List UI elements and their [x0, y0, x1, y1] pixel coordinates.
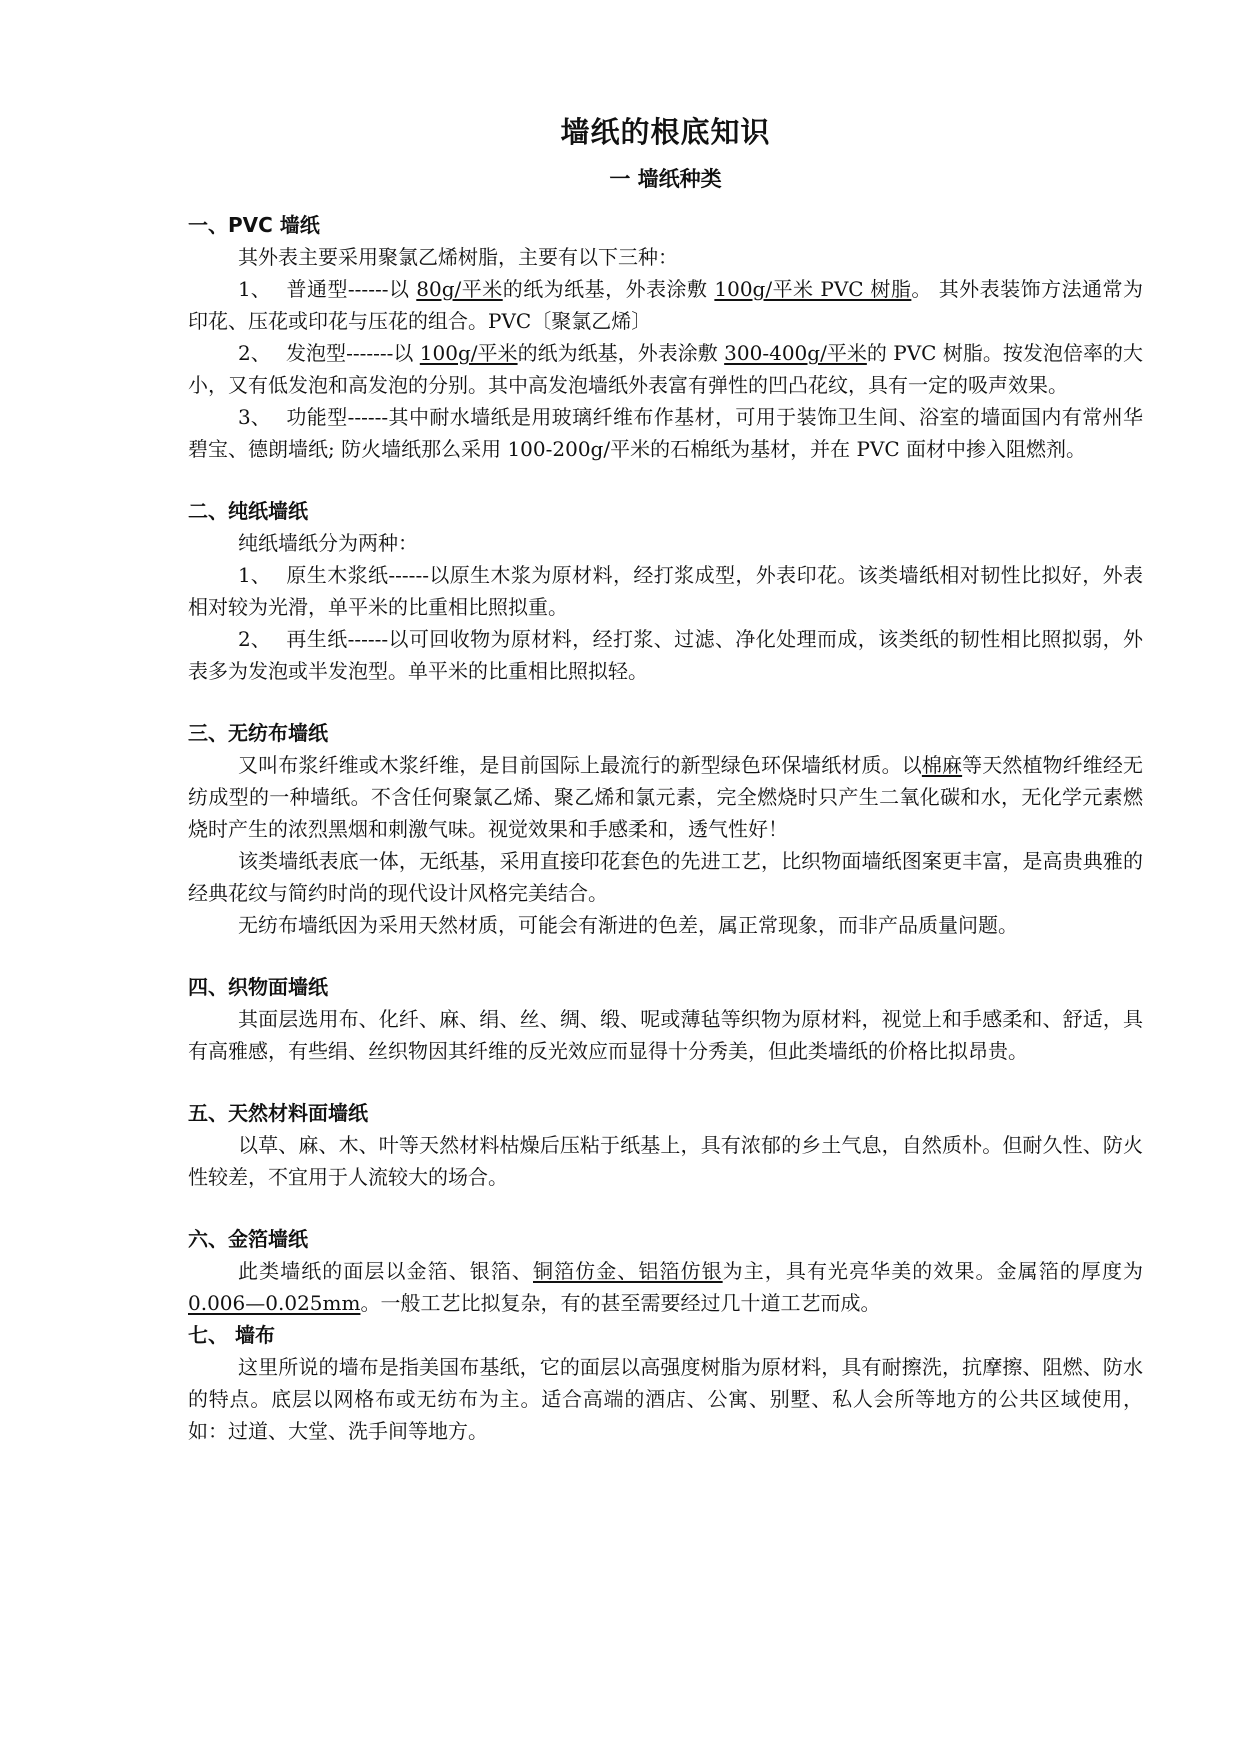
paragraph [188, 1351, 1143, 1447]
section-3 [188, 717, 1143, 941]
text-run: 该类墙纸表底一体，无纸基，采用直接印花套色的先进工艺，比织物面墙纸图案更丰富，是高贵典雅的经典花纹与简约时尚的现代设计风格完美结合。 [188, 849, 1143, 905]
section-heading: 五、天然材料面墙纸 [188, 1101, 368, 1125]
list-item-number: 2、 [238, 627, 271, 651]
underlined-text: 棉麻 [921, 753, 963, 777]
paragraph [188, 1129, 1143, 1193]
underlined-text: 80g/平米 [416, 277, 503, 301]
section-heading: 二、纯纸墙纸 [188, 499, 308, 523]
paragraph [188, 749, 1143, 845]
sections-container [188, 209, 1143, 1447]
list-item-number: 1、 [238, 563, 271, 587]
list-item-number: 2、 [238, 341, 271, 365]
list-item [188, 401, 1143, 465]
section-heading: 七、 墙布 [188, 1323, 275, 1347]
section-5 [188, 1097, 1143, 1193]
document-page [188, 110, 1143, 1447]
document-subtitle: 一 墙纸种类 [609, 167, 722, 191]
underlined-text: 100g/平米 [419, 341, 518, 365]
text-run: 的纸为纸基，外表涂敷 [502, 277, 715, 301]
text-run: 发泡型-------以 [286, 341, 420, 365]
text-run: 无纺布墙纸因为采用天然材质，可能会有渐进的色差，属正常现象，而非产品质量问题。 [238, 913, 1018, 937]
list-item [188, 559, 1143, 623]
text-run: 功能型------其中耐水墙纸是用玻璃纤维布作基材，可用于装饰卫生间、浴室的墙面国内有常州华碧宝、德朗墙纸; 防火墙纸那么采用 100-200g/平米的石棉纸为基材，并在 PVC 面材中掺入阻燃剂。 [188, 405, 1143, 461]
section-7 [188, 1319, 1143, 1447]
text-run: 原生木浆纸------以原生木浆为原材料，经打浆成型，外表印花。该类墙纸相对韧性比拟好，外表相对较为光滑，单平米的比重相比照拟重。 [188, 563, 1143, 619]
underlined-text: 铜箔仿金、铝箔仿银 [533, 1259, 723, 1283]
list-item-number: 3、 [238, 405, 271, 429]
paragraph [188, 845, 1143, 909]
text-run: 普通型------以 [286, 277, 417, 301]
text-run: 再生纸------以可回收物为原材料，经打浆、过滤、净化处理而成，该类纸的韧性相比照拟弱，外表多为发泡或半发泡型。单平米的比重相比照拟轻。 [188, 627, 1143, 683]
section-heading: 一、PVC 墙纸 [188, 213, 320, 237]
paragraph [188, 1003, 1143, 1067]
section-4 [188, 971, 1143, 1067]
text-run: 这里所说的墙布是指美国布基纸，它的面层以高强度树脂为原材料，具有耐擦洗，抗摩擦、阻燃、防水的特点。底层以网格布或无纺布为主。适合高端的酒店、公寓、别墅、私人会所等地方的公共区域使用，如：过道、大堂、洗手间等地方。 [188, 1355, 1143, 1443]
text-run: 又叫布浆纤维或木浆纤维，是目前国际上最流行的新型绿色环保墙纸材质。以 [238, 753, 922, 777]
paragraph [188, 1255, 1143, 1319]
underlined-text: 300-400g/平米 [724, 341, 867, 365]
text-run: 。 其外表装饰方法通常为印花、压花或印花与压花的组合。PVC〔聚氯乙烯〕 [188, 277, 1144, 333]
text-run: 以草、麻、木、叶等天然材料枯燥后压粘于纸基上，具有浓郁的乡土气息，自然质朴。但耐久性、防火性较差，不宜用于人流较大的场合。 [188, 1133, 1143, 1189]
underlined-text: 100g/平米 PVC 树脂 [714, 277, 912, 301]
text-run: 的 PVC 树脂。按发泡倍率的大小，又有低发泡和高发泡的分别。其中高发泡墙纸外表富有弹性的凹凸花纹，具有一定的吸声效果。 [188, 341, 1144, 397]
section-2 [188, 495, 1143, 687]
list-item [188, 337, 1143, 401]
text-run: 。一般工艺比拟复杂，有的甚至需要经过几十道工艺而成。 [360, 1291, 881, 1315]
text-run: 为主，具有光亮华美的效果。金属箔的厚度为 [722, 1259, 1144, 1283]
underlined-text: 0.006—0.025mm [188, 1291, 361, 1315]
text-run: 此类墙纸的面层以金箔、银箔、 [238, 1259, 533, 1283]
section-heading: 三、无纺布墙纸 [188, 721, 328, 745]
list-item [188, 273, 1143, 337]
section-heading: 六、金箔墙纸 [188, 1227, 308, 1251]
section-intro: 纯纸墙纸分为两种： [238, 531, 418, 555]
list-item [188, 623, 1143, 687]
section-6 [188, 1223, 1143, 1319]
text-run: 的纸为纸基，外表涂敷 [517, 341, 725, 365]
document-title: 墙纸的根底知识 [560, 115, 771, 149]
section-1 [188, 209, 1143, 465]
text-run: 其面层选用布、化纤、麻、绢、丝、绸、缎、呢或薄毡等织物为原材料，视觉上和手感柔和、舒适，具有高雅感，有些绢、丝织物因其纤维的反光效应而显得十分秀美，但此类墙纸的价格比拟昂贵。 [188, 1007, 1143, 1063]
section-intro: 其外表主要采用聚氯乙烯树脂，主要有以下三种： [238, 245, 678, 269]
paragraph [188, 909, 1143, 941]
text-run: 等天然植物纤维经无纺成型的一种墙纸。不含任何聚氯乙烯、聚乙烯和氯元素，完全燃烧时只产生二氧化碳和水，无化学元素燃烧时产生的浓烈黑烟和刺激气味。视觉效果和手感柔和，透气性好！ [188, 753, 1144, 841]
section-heading: 四、织物面墙纸 [188, 975, 328, 999]
list-item-number: 1、 [238, 277, 271, 301]
